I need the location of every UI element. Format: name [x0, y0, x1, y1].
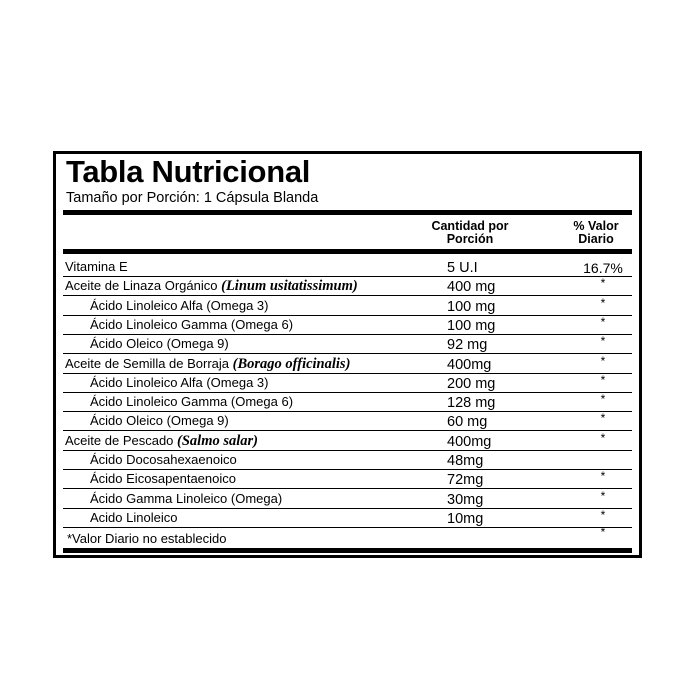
- nutrient-daily-value: *: [600, 430, 606, 445]
- nutrient-name-text: Ácido Linoleico Gamma (Omega 6): [90, 316, 294, 332]
- nutrient-daily-value: *: [600, 295, 606, 310]
- footnote-daily-value: *: [600, 525, 606, 539]
- nutrient-name: [65, 356, 350, 372]
- nutrient-row: [63, 432, 632, 451]
- nutrient-name-text: Ácido Docosahexaenoico: [90, 452, 237, 467]
- nutrient-name-text: Aceite de Semilla de Borraja: [65, 355, 233, 371]
- scientific-name: (Salmo salar): [177, 432, 258, 449]
- nutrient-amount: 400mg: [447, 433, 492, 450]
- panel-title: Tabla Nutricional: [66, 154, 311, 189]
- nutrient-daily-value: *: [600, 411, 606, 426]
- nutrient-name-text: Ácido Eicosapentaenoico: [90, 471, 236, 487]
- nutrient-amount: 100 mg: [447, 298, 496, 315]
- nutrient-name: [90, 394, 293, 410]
- nutrient-row: [63, 470, 632, 489]
- nutrient-name: [65, 259, 128, 275]
- nutrient-name: [90, 317, 293, 333]
- row-divider: [63, 527, 632, 528]
- nutrient-amount: 200 mg: [447, 375, 496, 392]
- nutrient-name-text: Aceite de Linaza Orgánico: [65, 278, 222, 294]
- column-header-daily-value: % Valor Diario: [573, 219, 619, 246]
- nutrient-daily-value: *: [600, 507, 606, 522]
- nutrient-name: [90, 336, 229, 352]
- nutrient-name: [90, 452, 237, 468]
- nutrient-row: [63, 355, 632, 374]
- bottom-thick-rule: [63, 548, 632, 553]
- nutrient-amount: 128 mg: [447, 395, 496, 412]
- nutrient-row: [63, 258, 632, 277]
- nutrient-name-text: Ácido Linoleico Alfa (Omega 3): [90, 374, 269, 390]
- nutrient-name: [65, 278, 358, 294]
- nutrient-amount: 30mg: [447, 491, 484, 508]
- nutrient-name-text: Ácido Linoleico Gamma (Omega 6): [90, 394, 294, 410]
- nutrient-amount: 92 mg: [447, 337, 488, 354]
- nutrient-amount: 10mg: [447, 510, 484, 527]
- nutrient-name-text: Ácido Oleico (Omega 9): [90, 413, 229, 429]
- nutrient-name: [65, 433, 258, 449]
- serving-size: Tamaño por Porción: 1 Cápsula Blanda: [66, 190, 319, 206]
- nutrient-amount: 60 mg: [447, 414, 488, 431]
- nutrient-name-text: Acido Linoleico: [90, 509, 178, 525]
- nutrient-row: [63, 490, 632, 509]
- nutrient-daily-value: *: [600, 314, 606, 329]
- nutrient-row: [63, 393, 632, 412]
- nutrient-name: [90, 298, 268, 314]
- nutrient-row: [63, 316, 632, 335]
- nutrient-daily-value: *: [600, 372, 606, 387]
- nutrient-daily-value: *: [600, 334, 606, 349]
- nutrient-name-text: Ácido Oleico (Omega 9): [90, 336, 229, 352]
- nutrient-amount: 5 U.I: [447, 260, 478, 276]
- nutrient-name: [90, 510, 177, 526]
- nutrient-name: [90, 471, 236, 487]
- nutrient-name: [90, 413, 229, 429]
- nutrient-name-text: Ácido Gamma Linoleico (Omega): [90, 490, 283, 506]
- nutrient-row: [63, 297, 632, 316]
- scientific-name: (Linum usitatissimum): [221, 278, 358, 295]
- nutrient-name-text: Vitamina E: [65, 259, 128, 274]
- nutrient-daily-value: *: [600, 353, 606, 368]
- nutrition-facts-panel: [53, 151, 642, 558]
- nutrient-row: [63, 412, 632, 431]
- nutrient-name: [90, 491, 282, 507]
- nutrient-row: [63, 335, 632, 354]
- nutrient-amount: 72mg: [447, 472, 484, 489]
- column-header-amount: Cantidad por Porción: [431, 219, 509, 246]
- nutrient-name-text: Ácido Linoleico Alfa (Omega 3): [90, 297, 269, 313]
- nutrient-row: [63, 277, 632, 296]
- nutrient-daily-value: *: [600, 488, 606, 503]
- nutrient-amount: 400mg: [447, 356, 492, 373]
- nutrient-daily-value: *: [600, 276, 606, 291]
- nutrient-amount: 400 mg: [447, 279, 496, 296]
- nutrient-row: [63, 451, 632, 470]
- nutrient-amount: 100 mg: [447, 317, 496, 334]
- nutrient-row: [63, 374, 632, 393]
- nutrient-daily-value: 16.7%: [583, 260, 623, 276]
- nutrient-amount: 48mg: [447, 453, 484, 469]
- nutrient-name-text: Aceite de Pescado: [65, 432, 178, 448]
- nutrient-row: [63, 509, 632, 528]
- top-thick-rule: [63, 210, 632, 215]
- header-thick-rule: [63, 249, 632, 254]
- scientific-name: (Borago officinalis): [232, 355, 351, 372]
- nutrient-daily-value: *: [600, 469, 606, 484]
- nutrient-name: [90, 375, 268, 391]
- nutrient-daily-value: *: [600, 392, 606, 407]
- footnote: *Valor Diario no establecido: [67, 531, 227, 546]
